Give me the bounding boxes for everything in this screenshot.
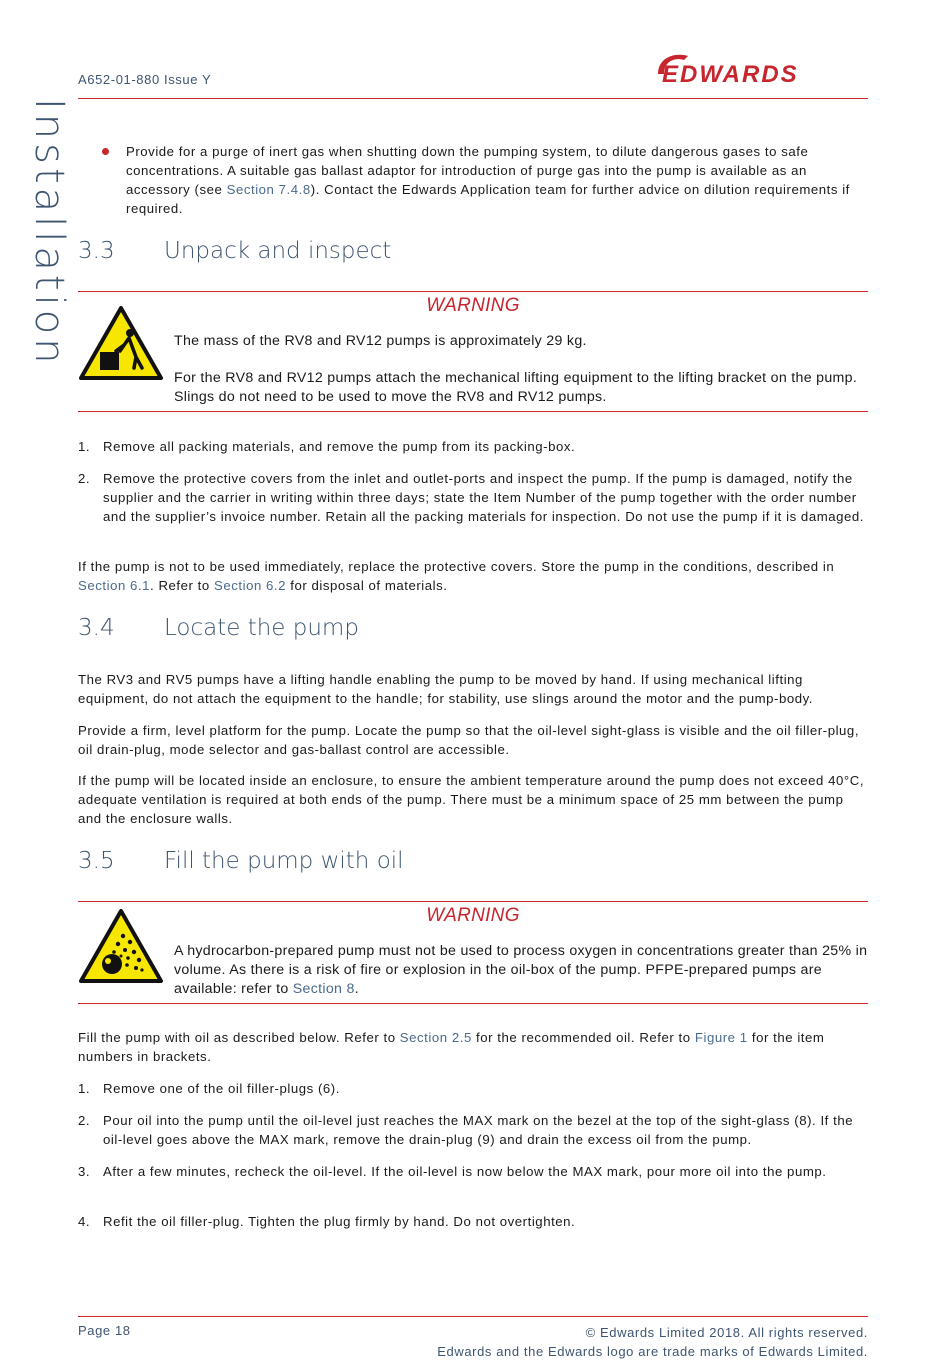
list-item: 1. Remove all packing materials, and remove the pump from its packing-box.	[78, 439, 576, 454]
header-rule	[78, 98, 868, 99]
section-link[interactable]: Section 8	[292, 981, 355, 997]
warning-paragraph: The mass of the RV8 and RV12 pumps is approximately 29 kg.	[174, 333, 587, 349]
warning-top-rule	[78, 901, 868, 902]
warning-bottom-rule	[78, 1003, 868, 1004]
edwards-logo	[648, 48, 868, 92]
section-link[interactable]: Section 7.4.8	[226, 182, 311, 197]
section-heading-3-5: 3.5 Fill the pump with oil	[78, 848, 404, 874]
document-id: A652-01-880 Issue Y	[78, 72, 212, 87]
svg-text:EDWARDS: EDWARDS	[662, 61, 799, 88]
list-item: 3. After a few minutes, recheck the oil-level. If the oil-level is now below the MAX mark, pour more oil into the pump.	[78, 1164, 827, 1179]
paragraph: If the pump is not to be used immediately, replace the protective covers. Store the pump in the conditions, described in Section 6.1. Refer to Section 6.2 for disposal of materials.	[78, 559, 835, 593]
list-item: 2. Pour oil into the pump until the oil-level just reaches the MAX mark on the bezel at the top of the sight-glass (8). If the oil-level goes above the MAX mark, remove the drain-plug (9) and drain the excess oil from the pump.	[78, 1113, 854, 1147]
explosion-warning-icon	[78, 908, 164, 984]
list-item: 1. Remove one of the oil filler-plugs (6).	[78, 1081, 340, 1096]
heavy-lifting-warning-icon	[78, 305, 164, 381]
list-item: 2. Remove the protective covers from the inlet and outlet-ports and inspect the pump. If the pump is damaged, notify the supplier and the carrier in writing within three days; state the Item Number of the pump together with the order number and the supplier’s invoice number. Retain all the packing materials for inspection. Do not use the pump if it is damaged.	[78, 471, 864, 524]
footer-legal	[437, 1323, 868, 1361]
paragraph: If the pump will be located inside an enclosure, to ensure the ambient temperature around the pump does not exceed 40°C, adequate ventilation is required at both ends of the pump. There must be a minimum space of 25 mm between the pump and the enclosure walls.	[78, 773, 865, 826]
warning-top-rule	[78, 291, 868, 292]
warning-title: WARNING	[426, 905, 520, 926]
copyright-text: © Edwards Limited 2018. All rights reserved.	[585, 1325, 868, 1340]
list-item: 4. Refit the oil filler-plug. Tighten the plug firmly by hand. Do not overtighten.	[78, 1214, 576, 1229]
bullet-item	[102, 142, 866, 218]
bullet-text: Provide for a purge of inert gas when shutting down the pumping system, to dilute dangerous gases to safe concentrations. A suitable gas ballast adaptor for introduction of purge gas into the pump is available as an accessory (see Section 7.4.8). Contact the Edwards Application team for further advice on dilution requirements if required.	[126, 144, 850, 216]
paragraph: Provide a firm, level platform for the pump. Locate the pump so that the oil-level sight-glass is visible and the oil filler-plug, oil drain-plug, mode selector and gas-ballast control are accessible.	[78, 723, 860, 757]
trademark-text: Edwards and the Edwards logo are trade marks of Edwards Limited.	[437, 1344, 868, 1359]
figure-link[interactable]: Figure 1	[694, 1030, 748, 1045]
warning-paragraph: For the RV8 and RV12 pumps attach the mechanical lifting equipment to the lifting bracket on the pump. Slings do not need to be used to move the RV8 and RV12 pumps.	[174, 370, 858, 405]
warning-text	[174, 332, 868, 407]
section-link[interactable]: Section 2.5	[399, 1030, 472, 1045]
section-heading-3-3: 3.3 Unpack and inspect	[78, 238, 392, 264]
warning-title: WARNING	[426, 295, 520, 316]
paragraph: Fill the pump with oil as described below. Refer to Section 2.5 for the recommended oil. Refer to Figure 1 for the item numbers in brackets.	[78, 1030, 825, 1064]
warning-bottom-rule	[78, 411, 868, 412]
section-link[interactable]: Section 6.1	[78, 578, 151, 593]
bullet-dot	[102, 148, 109, 155]
section-heading-3-4: 3.4 Locate the pump	[78, 615, 359, 641]
page-number: Page 18	[78, 1323, 131, 1338]
paragraph: The RV3 and RV5 pumps have a lifting handle enabling the pump to be moved by hand. If using mechanical lifting equipment, do not attach the equipment to the handle; for stability, use slings around the motor and the pump-body.	[78, 672, 814, 706]
section-link[interactable]: Section 6.2	[214, 578, 287, 593]
side-section-title: Installation	[26, 98, 72, 368]
warning-text: A hydrocarbon-prepared pump must not be used to process oxygen in concentrations greater than 25% in volume. As there is a risk of fire or explosion in the oil-box of the pump. PFPE-prepared pumps are available: refer to Section 8.	[174, 943, 868, 997]
footer-rule	[78, 1316, 868, 1317]
